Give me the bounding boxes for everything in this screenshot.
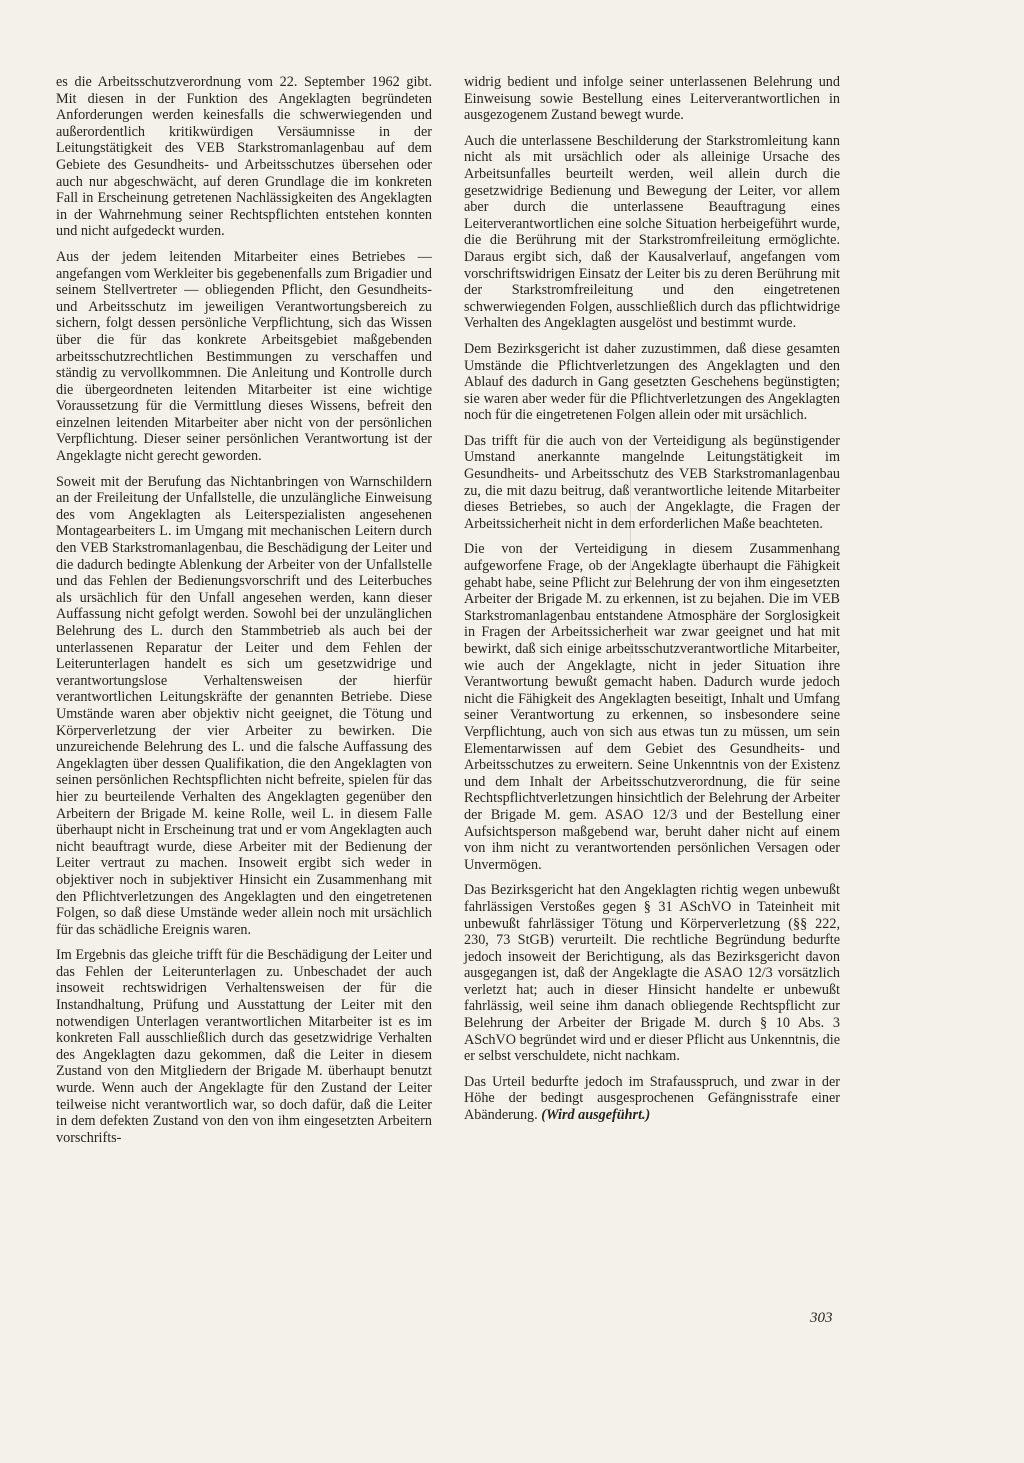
- final-paragraph-text: Das Urteil bedurfte jedoch im Strafausspruch, und zwar in der Höhe der bedingt ausgesprochenen Gefängnisstrafe einer Abänderung.: [464, 1073, 840, 1124]
- paragraph: Auch die unterlassene Beschilderung der Starkstromleitung kann nicht als mit ursächlich oder als alleinige Ursache des Arbeitsunfalles beurteilt werden, weil allein durch die gesetzwidrige Bedienung und Bewegung der Leiter, vor allem aber durch die unterlassene Beauftragung eines Leiterverantwortlichen eine solche Situation herbeigeführt wurde, die die Berührung mit der Starkstromfreileitung ermöglichte. Daraus ergibt sich, daß der Kausalverlauf, angefangen vom vorschriftswidrigen Einsatz der Leiter bis zu deren Berührung mit der Starkstromfreileitung und den eingetretenen schwerwiegenden Folgen, ausschließlich durch das pflichtwidrige Verhalten des Angeklagten ausgelöst und bestimmt wurde.: [464, 132, 840, 332]
- paragraph: widrig bedient und infolge seiner unterlassenen Belehrung und Einweisung sowie Bestellung eines Leiterverantwortlichen in ausgezogenem Zustand bewegt wurde.: [464, 74, 840, 124]
- paragraph: es die Arbeitsschutzverordnung vom 22. September 1962 gibt. Mit diesen in der Funktion des Angeklagten begründeten Anforderungen werden keinesfalls die schwerwiegenden und außerordentlich kritikwürdigen Versäumnisse in der Leitungstätigkeit des VEB Starkstromanlagenbau auf dem Gebiete des Gesundheits- und Arbeitsschutzes übersehen oder auch nur abgeschwächt, auf deren Grundlage die im konkreten Fall in Erscheinung getretenen Nachlässigkeiten des Angeklagten in der Wahrnehmung seiner Rechtspflichten entstehen konnten und nicht aufgedeckt wurden.: [56, 74, 432, 240]
- page-number: 303: [810, 1310, 833, 1326]
- paragraph: Aus der jedem leitenden Mitarbeiter eines Betriebes — angefangen vom Werkleiter bis gegebenenfalls zum Brigadier und seinem Stellvertreter — obliegenden Pflicht, den Gesundheits- und Arbeitsschutz im jeweiligen Verantwortungsbereich zu sichern, folgt dessen persönliche Verpflichtung, sich das Wissen über die für das konkrete Arbeitsgebiet maßgebenden arbeitsschutzrechtlichen Bestimmungen zu verschaffen und ständig zu vervollkommnen. Die Anleitung und Kontrolle durch die übergeordneten leitenden Mitarbeiter ist eine wichtige Voraussetzung für die Vermittlung dieses Wissens, befreit den einzelnen leitenden Mitarbeiter aber nicht von der persönlichen Verpflichtung. Dieser seiner persönlichen Verantwortung ist der Angeklagte nicht gerecht geworden.: [56, 248, 432, 465]
- paragraph: Soweit mit der Berufung das Nichtanbringen von Warnschildern an der Freileitung der Unfallstelle, die unzulängliche Einweisung des vom Angeklagten als Leiterspezialisten angesehenen Montagearbeiters L. im Umgang mit mechanischen Leitern durch den VEB Starkstromanlagenbau, die Beschädigung der Leiter und die dadurch bedingte Ablenkung der Arbeiter von der Unfallstelle und das Fehlen der Bedienungsvorschrift und des Leiterbuches als ursächlich für den Unfall angesehen werden, kann dieser Auffassung nicht gefolgt werden. Sowohl bei der unzulänglichen Belehrung des L. durch den Stammbetrieb als auch bei der unterlassenen Reparatur der Leiter und dem Fehlen der Leiterunterlagen handelt es sich um gesetzwidrige und verantwortungslose Verhaltensweisen der hierfür verantwortlichen Leitungskräfte der genannten Betriebe. Diese Umstände waren aber objektiv nicht geeignet, die Tötung und Körperverletzung der vier Arbeiter zu bewirken. Die unzureichende Belehrung des L. und die falsche Auffassung des Angeklagten über dessen Qualifikation, die den Angeklagten von seinen persönlichen Rechtspflichten nicht befreite, spielen für das hier zu beurteilende Verhalten des Angeklagten gegenüber den Arbeitern der Brigade M. keine Rolle, weil L. in diesem Falle überhaupt nicht in Erscheinung trat und er vom Angeklagten auch nicht beauftragt wurde, diese Arbeiter mit der Bedienung der Leiter vertraut zu machen. Insoweit ergibt sich weder in objektiver noch in subjektiver Hinsicht ein Zusammenhang mit den Pflichtverletzungen des Angeklagten und den eingetretenen Folgen, so daß diese Umstände weder allein noch mit ursächlich für das schädliche Ereignis waren.: [56, 473, 432, 938]
- left-column: [56, 74, 432, 1155]
- paragraph: Im Ergebnis das gleiche trifft für die Beschädigung der Leiter und das Fehlen der Leiterunterlagen zu. Unbeschadet der auch insoweit rechtswidrigen Verhaltensweisen der für die Instandhaltung, Prüfung und Ausstattung der Leiter mit den notwendigen Unterlagen verantwortlichen Mitarbeiter ist es im konkreten Fall ausschließlich durch das gesetzwidrige Verhalten des Angeklagten dazu gekommen, daß die Leiter in diesem Zustand von den Mitgliedern der Brigade M. überhaupt benutzt wurde. Wenn auch der Angeklagte für den Zustand der Leiter teilweise nicht verantwortlich war, so doch dafür, daß die Leiter in dem defekten Zustand von den von ihm eingesetzten Arbeitern vorschrifts-: [56, 947, 432, 1146]
- paragraph: Dem Bezirksgericht ist daher zuzustimmen, daß diese gesamten Umstände die Pflichtverletzungen des Angeklagten und den Ablauf des dadurch in Gang gesetzten Geschehens begünstigten; sie waren aber weder für die Pflichtverletzungen des Angeklagten noch für die eingetretenen Folgen allein oder mit ursächlich.: [464, 340, 840, 424]
- final-paragraph: [464, 1074, 840, 1124]
- paragraph: Das Bezirksgericht hat den Angeklagten richtig wegen unbewußt fahrlässigen Verstoßes gegen § 31 ASchVO in Tateinheit mit unbewußt fahrlässiger Tötung und Körperverletzung (§§ 222, 230, 73 StGB) verurteilt. Die rechtliche Begründung bedurfte jedoch insoweit der Berichtigung, als das Bezirksgericht davon ausgegangen ist, daß der Angeklagte die ASAO 12/3 vorsätzlich verletzt hat; auch in dieser Hinsicht handelte er unbewußt fahrlässig, weil seine ihm danach obliegende Rechtspflicht zur Belehrung der Arbeiter der Brigade M. durch § 10 Abs. 3 ASchVO begründet wird und er dieser Pflicht aus Unkenntnis, die er selbst verschuldete, nicht nachkam.: [464, 882, 840, 1065]
- right-column: [464, 74, 840, 1133]
- paragraph: Die von der Verteidigung in diesem Zusammenhang aufgeworfene Frage, ob der Angeklagte überhaupt die Fähigkeit gehabt habe, seine Pflicht zur Belehrung der von ihm eingesetzten Arbeiter der Brigade M. zu erkennen, ist zu bejahen. Die im VEB Starkstromanlagenbau entstandene Atmosphäre der Sorglosigkeit in Fragen der Arbeitssicherheit war zwar geeignet und hat mit bewirkt, daß sich einige arbeitsschutzverantwortliche Mitarbeiter, wie auch der Angeklagte, nicht in jeder Situation ihre Verantwortung bewußt gemacht haben. Dadurch wurde jedoch nicht die Fähigkeit des Angeklagten beseitigt, Inhalt und Umfang seiner Verantwortung zu erkennen, so insbesondere seine Verpflichtung, auch von sich aus etwas tun zu müssen, um sein Elementarwissen auf dem Gebiet des Gesundheits- und Arbeitsschutzes zu erweitern. Seine Unkenntnis von der Existenz und dem Inhalt der Arbeitsschutzverordnung, die für seine Rechtspflichtverletzungen hinsichtlich der Belehrung der Arbeiter der Brigade M. gem. ASAO 12/3 und der Bestellung einer Aufsichtsperson maßgebend war, beruht daher nicht auf einem von ihm nicht zu verantwortenden persönlichen Versagen oder Unvermögen.: [464, 541, 840, 873]
- final-paragraph-emphasis: (Wird ausgeführt.): [541, 1107, 651, 1124]
- paragraph: Das trifft für die auch von der Verteidigung als begünstigender Umstand anerkannte mangelnde Leitungstätigkeit im Gesundheits- und Arbeitsschutz des VEB Starkstromanlagenbau zu, die mit dazu beitrug, daß verantwortliche leitende Mitarbeiter dieses Betriebes, so auch der Angeklagte, die Fragen der Arbeitssicherheit nicht in dem erforderlichen Maße beachteten.: [464, 432, 840, 532]
